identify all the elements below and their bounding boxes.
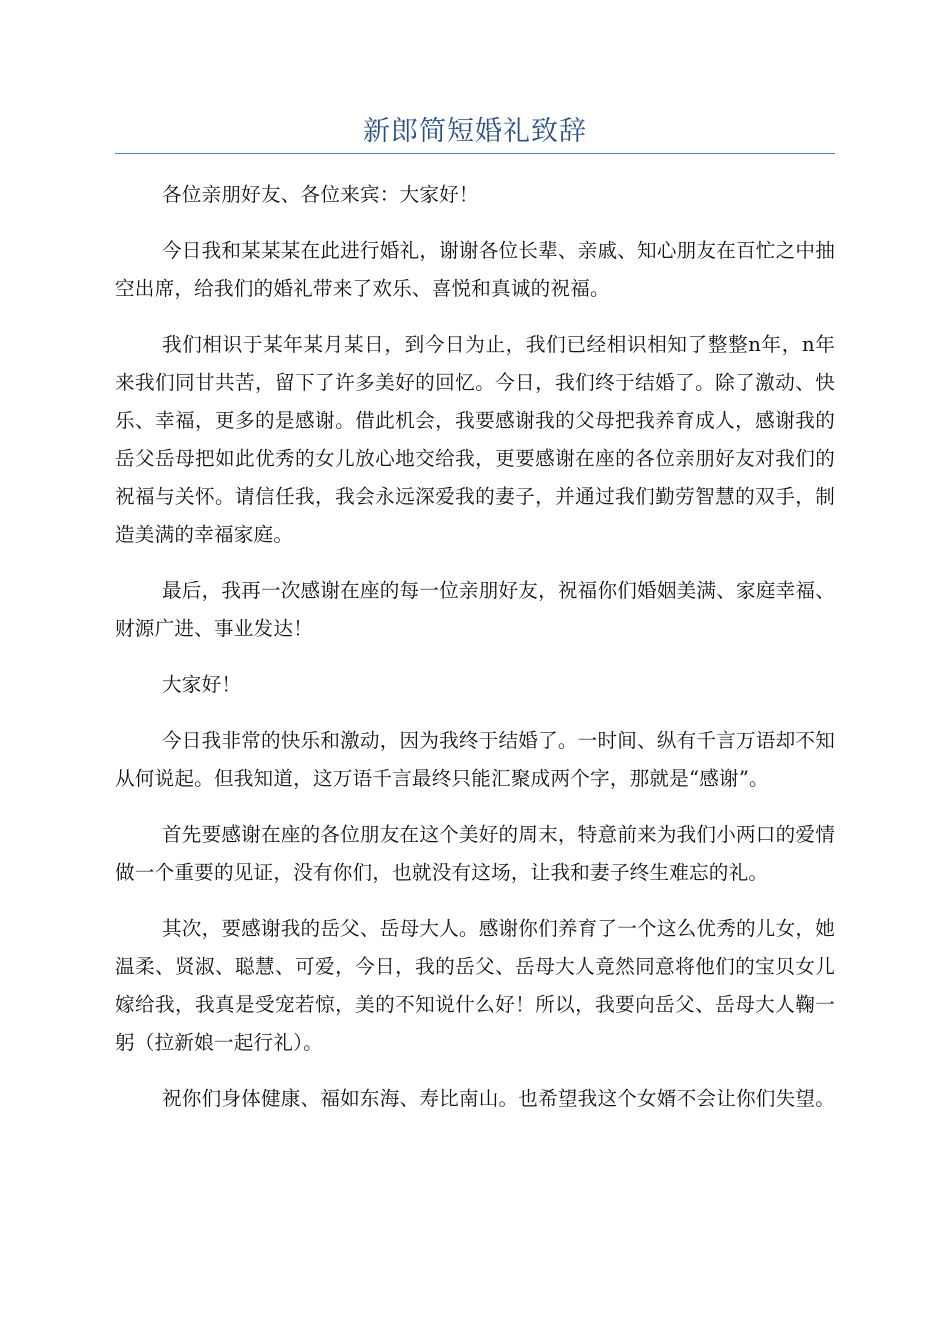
paragraph-thanks-attendance: 今日我和某某某在此进行婚礼，谢谢各位长辈、亲戚、知心朋友在百忙之中抽空出席，给我们的婚礼带来了欢乐、喜悦和真诚的祝福。 <box>115 239 835 300</box>
document-body <box>115 176 835 1136</box>
paragraph-second-greeting: 大家好！ <box>162 673 242 696</box>
paragraph-closing-blessing: 最后，我再一次感谢在座的每一位亲朋好友，祝福你们婚姻美满、家庭幸福、财源广进、事业发达！ <box>115 579 835 640</box>
paragraph-thanks-friends: 首先要感谢在座的各位朋友在这个美好的周末，特意前来为我们小两口的爱情做一个重要的见证，没有你们，也就没有这场，让我和妻子终生难忘的礼。 <box>115 823 835 884</box>
document-title: 新郎简短婚礼致辞 <box>363 116 587 147</box>
paragraph-gratitude: 今日我非常的快乐和激动，因为我终于结婚了。一时间、纵有千言万语却不知从何说起。但我知道，这万语千言最终只能汇聚成两个字，那就是“感谢”。 <box>115 729 835 790</box>
paragraph-story: 我们相识于某年某月某日，到今日为止，我们已经相识相知了整整n年，n年来我们同甘共苦，留下了许多美好的回忆。今日，我们终于结婚了。除了激动、快乐、幸福，更多的是感谢。借此机会，我要感谢我的父母把我养育成人，感谢我的岳父岳母把如此优秀的女儿放心地交给我，更要感谢在座的各位亲朋好友对我们的祝福与关怀。请信任我，我会永远深爱我的妻子，并通过我们勤劳智慧的双手，制造美满的幸福家庭。 <box>115 333 835 546</box>
title-underline <box>115 153 835 154</box>
paragraph-greeting: 各位亲朋好友、各位来宾：大家好！ <box>162 183 479 206</box>
paragraph-thanks-in-laws: 其次，要感谢我的岳父、岳母大人。感谢你们养育了一个这么优秀的儿女，她温柔、贤淑、聪慧、可爱，今日，我的岳父、岳母大人竟然同意将他们的宝贝女儿嫁给我，我真是受宠若惊，美的不知说什么好！所以，我要向岳父、岳母大人鞠一躬（拉新娘一起行礼）。 <box>115 917 835 1054</box>
paragraph-final-wish: 祝你们身体健康、福如东海、寿比南山。也希望我这个女婿不会让你们失望。 <box>162 1087 835 1110</box>
